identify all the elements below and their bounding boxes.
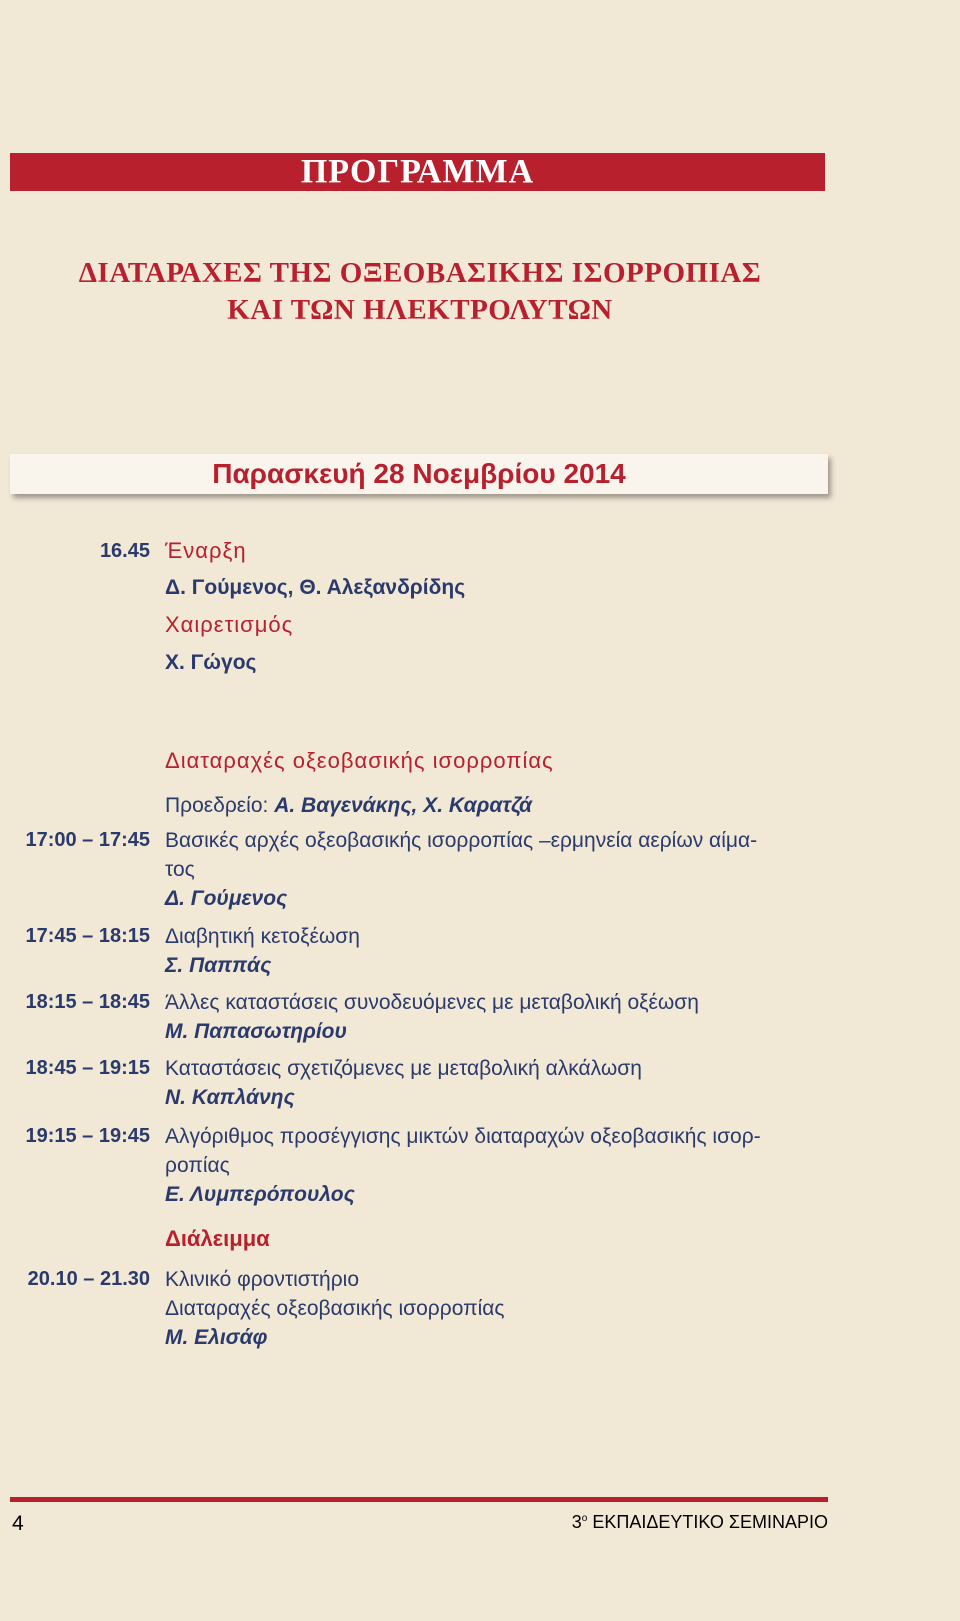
program-title-banner bbox=[10, 153, 825, 191]
talk-speaker: Ν. Καπλάνης bbox=[165, 1086, 295, 1109]
date-text: Παρασκευή 28 Νοεμβρίου 2014 bbox=[212, 458, 626, 489]
talk-speaker: Σ. Παππάς bbox=[165, 954, 272, 977]
talk-title bbox=[165, 1054, 825, 1112]
subtitle-line-2: ΚΑΙ ΤΩΝ ΗΛΕΚΤΡΟΛΥΤΩΝ bbox=[227, 294, 613, 326]
workshop-title: Κλινικό φροντιστήριο bbox=[165, 1268, 360, 1291]
talk-title-line: τος bbox=[165, 858, 195, 881]
program-title: ΠΡΟΓΡΑΜΜΑ bbox=[300, 153, 535, 190]
talk-title-line: Καταστάσεις σχετιζόμενες με μεταβολική αλκάλωση bbox=[165, 1057, 642, 1080]
chair-label: Προεδρείο: bbox=[165, 794, 269, 817]
opening-speakers: Δ. Γούμενος, Θ. Αλεξανδρίδης bbox=[165, 576, 466, 599]
talk-time: 18:45 – 19:15 bbox=[25, 1057, 150, 1079]
talk-title-line: Βασικές αρχές οξεοβασικής ισορροπίας –ερμηνεία αερίων αίμα- bbox=[165, 829, 758, 852]
workshop bbox=[165, 1265, 825, 1352]
seminar-text: ΕΚΠΑΙΔΕΥΤΙΚΟ ΣΕΜΙΝΑΡΙΟ bbox=[592, 1512, 828, 1532]
page-number: 4 bbox=[12, 1512, 24, 1535]
break-label: Διάλειμμα bbox=[165, 1226, 270, 1251]
talk-title bbox=[165, 826, 825, 913]
talk-title-line: Άλλες καταστάσεις συνοδευόμενες με μεταβολική οξέωση bbox=[165, 991, 699, 1014]
seminar-ordinal: ο bbox=[581, 1513, 588, 1524]
session-title: Διαταραχές οξεοβασικής ισορροπίας bbox=[165, 748, 554, 773]
chair-names: Α. Βαγενάκης, Χ. Καρατζά bbox=[274, 794, 533, 817]
talk-time: 17:45 – 18:15 bbox=[25, 925, 150, 947]
opening-time: 16.45 bbox=[99, 540, 150, 562]
talk-time: 18:15 – 18:45 bbox=[25, 991, 150, 1013]
talk-title-line: ροπίας bbox=[165, 1154, 230, 1177]
seminar-number: 3 bbox=[571, 1512, 582, 1532]
talk-speaker: Μ. Παπασωτηρίου bbox=[165, 1020, 347, 1043]
workshop-speaker: Μ. Ελισάφ bbox=[165, 1326, 268, 1349]
subtitle-line-1: ΔΙΑΤΑΡΑΧΕΣ ΤΗΣ ΟΞΕΟΒΑΣΙΚΗΣ ΙΣΟΡΡΟΠΙΑΣ bbox=[78, 257, 762, 289]
talk-speaker: Δ. Γούμενος bbox=[165, 887, 288, 910]
footer-divider bbox=[10, 1497, 828, 1502]
workshop-subtitle: Διαταραχές οξεοβασικής ισορροπίας bbox=[165, 1297, 505, 1320]
talk-title bbox=[165, 988, 825, 1046]
talk-title-line: Αλγόριθμος προσέγγισης μικτών διαταραχών οξεοβασικής ισορ- bbox=[165, 1125, 761, 1148]
workshop-time: 20.10 – 21.30 bbox=[27, 1268, 150, 1290]
seminar-label bbox=[572, 1512, 828, 1533]
talk-title bbox=[165, 1122, 825, 1209]
greeting-title: Χαιρετισμός bbox=[165, 612, 294, 637]
session-chairs bbox=[165, 791, 825, 820]
talk-time: 17:00 – 17:45 bbox=[25, 829, 150, 851]
date-banner bbox=[10, 454, 828, 494]
opening-title: Έναρξη bbox=[165, 538, 247, 563]
talk-speaker: Ε. Λυμπερόπουλος bbox=[165, 1183, 355, 1206]
seminar-subtitle bbox=[0, 255, 840, 329]
talk-time: 19:15 – 19:45 bbox=[25, 1125, 150, 1147]
talk-title bbox=[165, 922, 825, 980]
greeting-speaker: Χ. Γώγος bbox=[165, 651, 257, 674]
talk-title-line: Διαβητική κετοξέωση bbox=[165, 925, 360, 948]
